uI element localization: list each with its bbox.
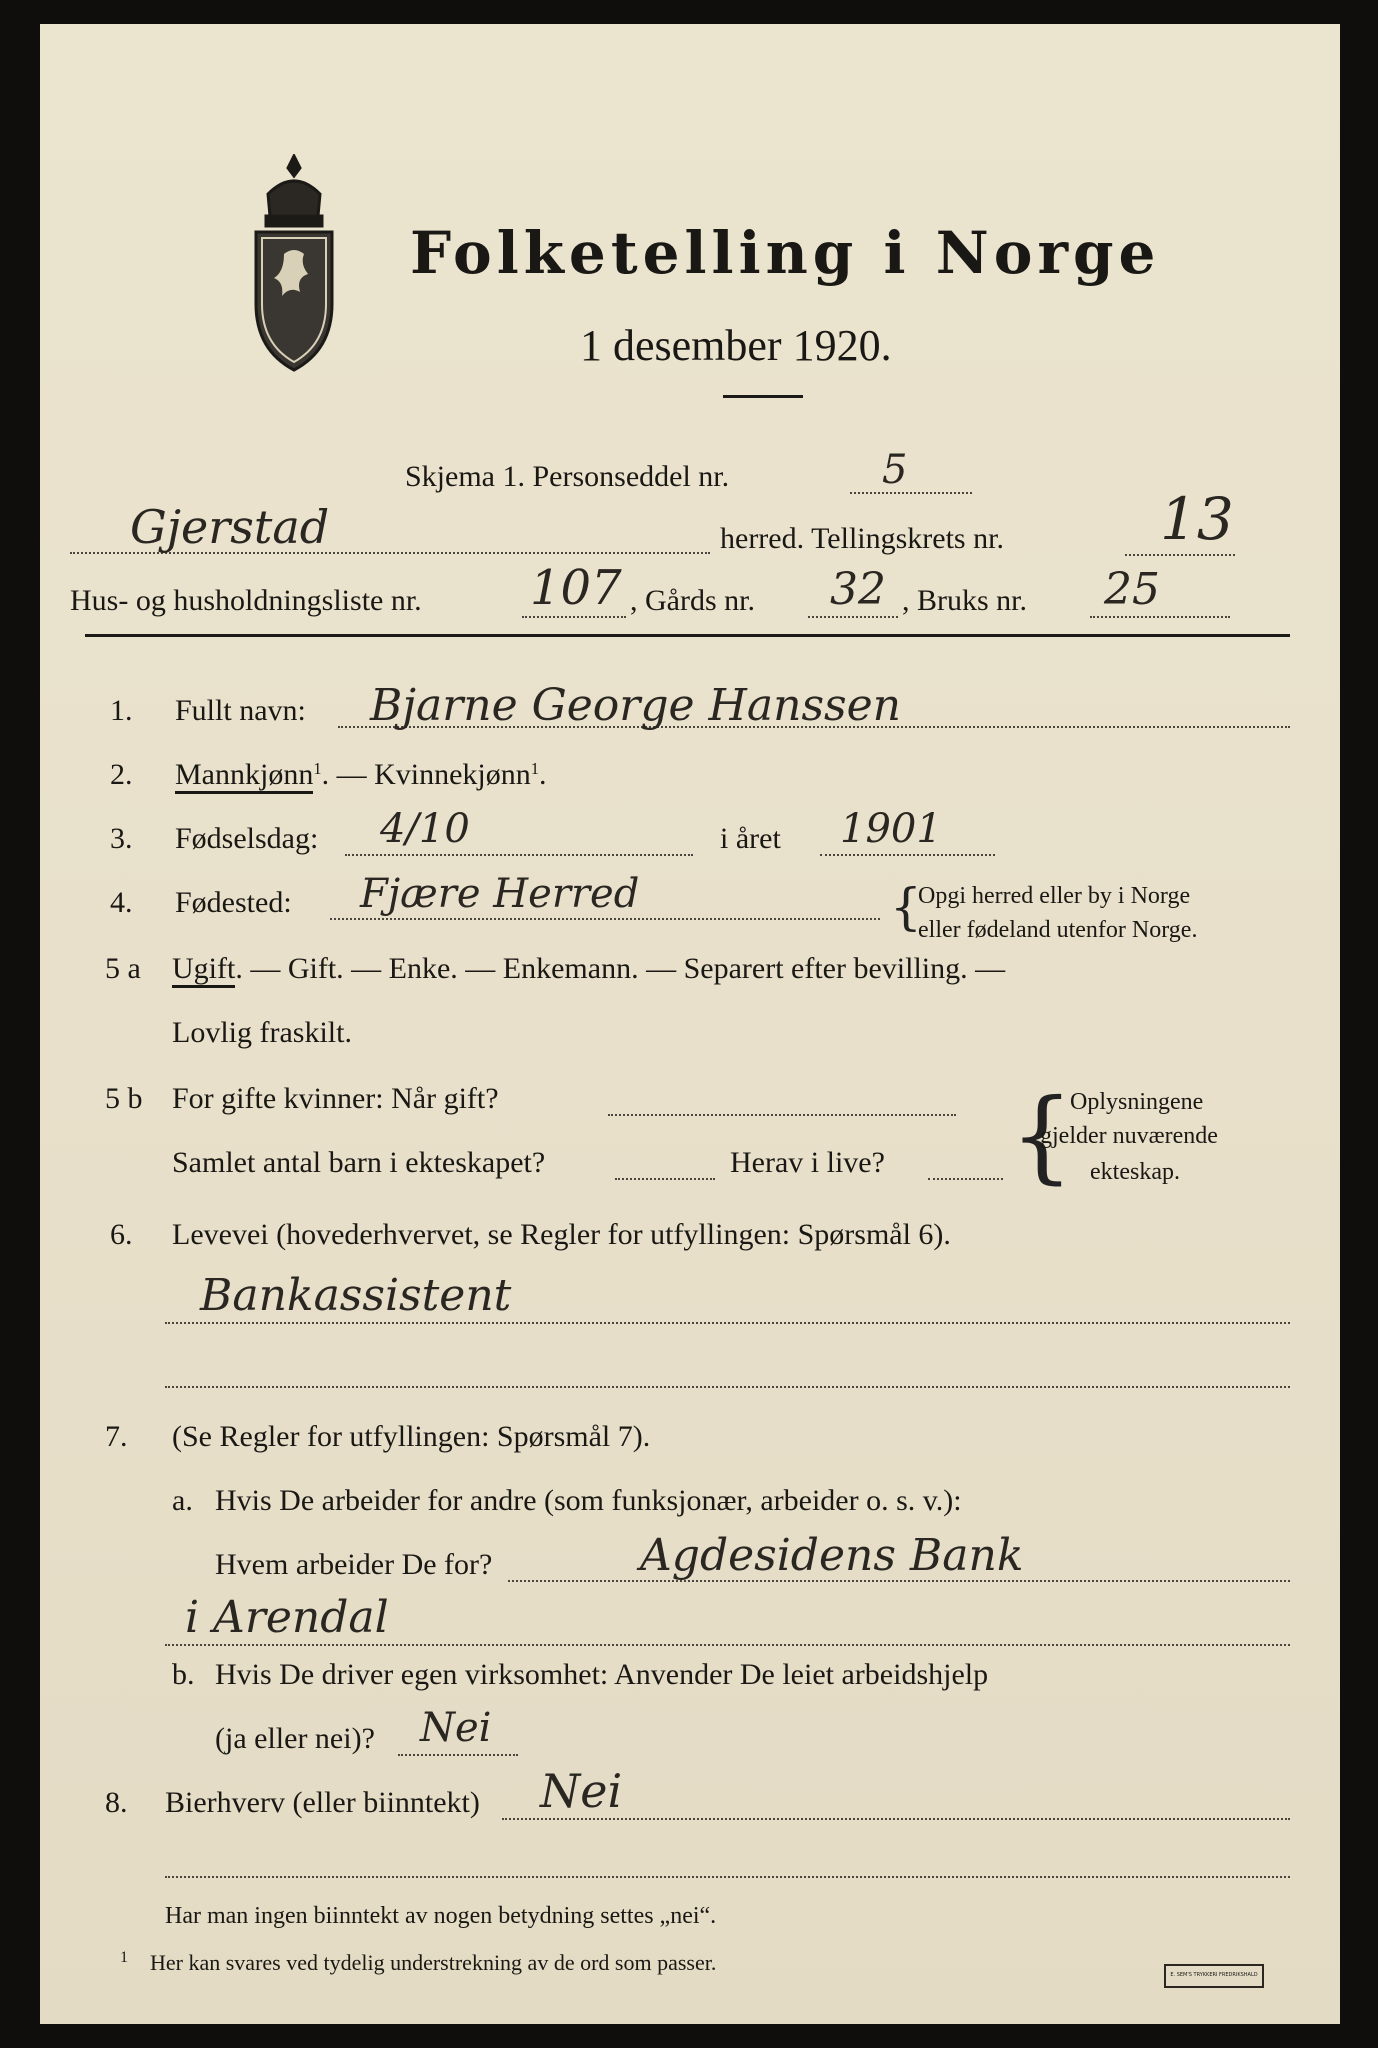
q1-number: 1. (110, 694, 133, 727)
q4-label: Fødested: (175, 886, 292, 919)
q2-female-option: Kvinnekjønn (374, 758, 531, 791)
q3-line (345, 854, 693, 856)
header-divider (85, 634, 1290, 637)
form-title: Folketelling i Norge (410, 219, 1161, 287)
q7a-letter: a. (172, 1484, 193, 1517)
q5b-line2a: Samlet antal barn i ekteskapet? (172, 1146, 546, 1179)
census-form-paper (40, 24, 1340, 2024)
q1-label: Fullt navn: (175, 694, 306, 727)
q7a-line-2 (165, 1644, 1290, 1646)
q2-gender-options: Mannkjønn$^1$. — Kvinnekjønn$^1$. (175, 760, 546, 790)
q8-line-2 (165, 1876, 1290, 1878)
q7a-line1: Hvis De arbeider for andre (som funksjonær, arbeider o. s. v.): (215, 1484, 962, 1517)
q5a-ugift-option: Ugift (172, 952, 235, 988)
q3-value: 4/10 (380, 806, 470, 852)
q5a-options (172, 954, 1005, 984)
q7a-value-2: i Arendal (185, 1592, 389, 1643)
herred-label: herred. Tellingskrets nr. (720, 522, 1004, 555)
q6-line-1 (165, 1322, 1290, 1324)
q5b-line1: For gifte kvinner: Når gift? (172, 1082, 499, 1115)
q7a-line2: Hvem arbeider De for? (215, 1548, 493, 1581)
bruks-label: , Bruks nr. (902, 584, 1028, 617)
gards-label: , Gårds nr. (630, 584, 755, 617)
husliste-label: Hus- og husholdningsliste nr. (70, 584, 422, 617)
q5b-brace: { (1010, 1077, 1074, 1194)
q7b-value: Nei (420, 1705, 492, 1751)
q5b-barn-line (615, 1178, 715, 1180)
q5b-live-line (928, 1178, 1003, 1180)
schema-label: Skjema 1. Personseddel nr. (405, 460, 730, 493)
census-date: 1 desember 1920. (580, 321, 892, 370)
personseddel-line (850, 492, 972, 494)
q6-label: Levevei (hovederhvervet, se Regler for utfyllingen: Spørsmål 6). (172, 1218, 951, 1251)
printer-stamp (1164, 1964, 1264, 1988)
q5a-other-options: . — Gift. — Enke. — Enkemann. — Separert efter bevilling. — (235, 952, 1006, 985)
q6-number: 6. (110, 1218, 133, 1251)
gards-value: 32 (830, 564, 886, 615)
footnote-mark: 1 (120, 1949, 128, 1966)
personseddel-value: 5 (882, 447, 908, 493)
q2-number: 2. (110, 758, 133, 791)
q5a-line2: Lovlig fraskilt. (172, 1016, 352, 1049)
q5b-note-3: ekteskap. (1090, 1159, 1180, 1185)
herred-value: Gjerstad (130, 500, 330, 554)
tellingskrets-value: 13 (1160, 485, 1234, 553)
q3-year-label: i året (720, 822, 781, 855)
q8-number: 8. (105, 1786, 128, 1819)
husliste-line (522, 616, 626, 618)
q4-note-2: eller fødeland utenfor Norge. (918, 917, 1198, 943)
q1-value: Bjarne George Hanssen (370, 680, 901, 731)
q6-value: Bankassistent (200, 1270, 512, 1321)
q8-line (502, 1818, 1290, 1820)
q7b-line1: Hvis De driver egen virksomhet: Anvender De leiet arbeidshjelp (215, 1658, 989, 1691)
q4-note-1: Opgi herred eller by i Norge (918, 883, 1191, 909)
bottom-note: Har man ingen biinntekt av nogen betydning settes „nei“. (165, 1903, 717, 1929)
q7b-line (398, 1754, 518, 1756)
printer-stamp-text: E. SEM'S TRYKKERI FREDRIKSHALD (1170, 1972, 1258, 1979)
footnote-text: Her kan svares ved tydelig understrekning av de ord som passer. (150, 1950, 717, 1975)
bruks-line (1090, 616, 1230, 618)
q8-value: Nei (540, 1764, 623, 1818)
q3-year-value: 1901 (840, 806, 942, 852)
q4-line (330, 918, 880, 920)
q3-year-line (820, 854, 995, 856)
tellingskrets-line (1125, 554, 1235, 556)
husliste-value: 107 (530, 560, 622, 616)
q7a-value-1: Agdesidens Bank (640, 1530, 1024, 1581)
q6-line-2 (165, 1386, 1290, 1388)
gards-line (808, 616, 898, 618)
q8-label: Bierhverv (eller biinntekt) (165, 1786, 480, 1819)
q7b-letter: b. (172, 1658, 195, 1691)
q4-value: Fjære Herred (360, 871, 640, 917)
q2-end: . (538, 758, 547, 791)
q7b-line2: (ja eller nei)? (215, 1722, 375, 1755)
q5b-number: 5 b (105, 1082, 143, 1115)
q5b-note-1: Oplysningene (1070, 1089, 1204, 1115)
coat-of-arms-emblem (246, 154, 342, 374)
q7-number: 7. (105, 1420, 128, 1453)
q5a-number: 5 a (105, 952, 141, 985)
q5b-line2b: Herav i live? (730, 1146, 885, 1179)
q5b-gift-line (608, 1114, 956, 1116)
q4-number: 4. (110, 886, 133, 919)
q3-number: 3. (110, 822, 133, 855)
q7-label: (Se Regler for utfyllingen: Spørsmål 7). (172, 1420, 651, 1453)
bruks-value: 25 (1104, 564, 1160, 615)
title-divider (723, 395, 803, 398)
q5b-note-2: gjelder nuværende (1040, 1123, 1218, 1149)
q3-label: Fødselsdag: (175, 822, 319, 855)
q4-brace: { (890, 878, 922, 936)
q2-separator: . — (321, 758, 375, 791)
q2-male-option: Mannkjønn (175, 758, 313, 794)
